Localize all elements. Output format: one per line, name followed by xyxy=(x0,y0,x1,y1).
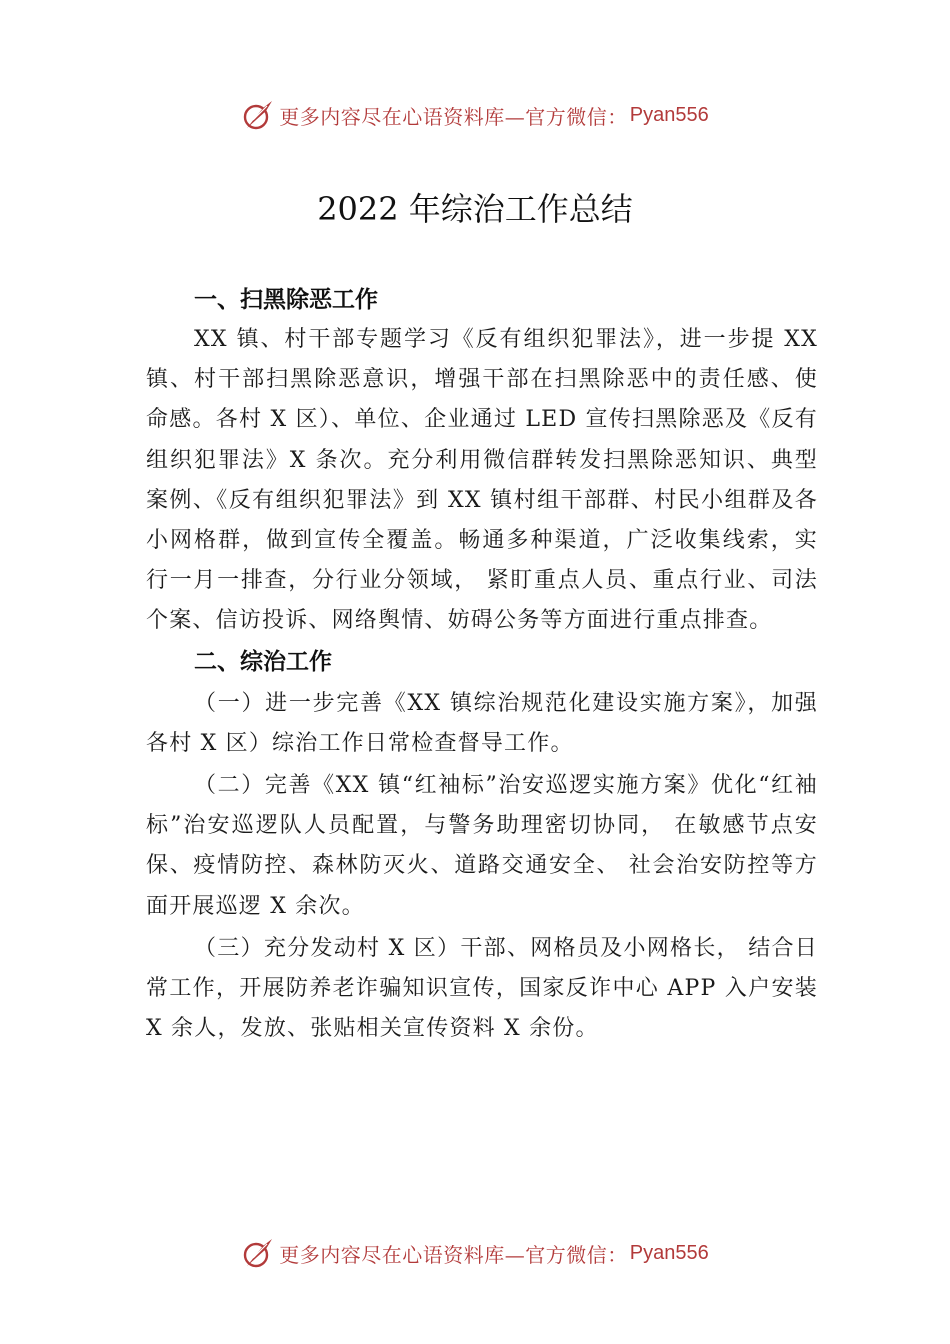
document-title: 2022 年综治工作总结 xyxy=(317,190,633,228)
quill-pen-logo-icon xyxy=(241,98,275,132)
section-2-paragraph-1: （一）进一步完善《XX 镇综治规范化建设实施方案》，加强各村 X 区）综治工作日常检查督导工作。 xyxy=(146,690,818,756)
section-1-paragraph-1: XX 镇、村干部专题学习《反有组织犯罪法》，进一步提 XX 镇、村干部扫黑除恶意识，增强干部在扫黑除恶中的责任感、使命感。各村 X 区）、单位、企业通过 LED 宣传扫黑除恶及《反有组织犯罪法》X 条次。充分利用微信群转发扫黑除恶知识、典型案例、《反有组织犯罪法》到 XX 镇村组干部群、村民小组群及各小网格群，做到宣传全覆盖。畅通多种渠道，广泛收集线索，实行一月一排查，分行业分领域， 紧盯重点人员、重点行业、司法个案、信访投诉、网络舆情、妨碍公务等方面进行重点排查。 xyxy=(146,327,818,634)
footer-watermark xyxy=(0,1233,950,1273)
section-heading-2: 二、综治工作 xyxy=(194,648,332,675)
section-2-paragraph-2: （二）完善《XX 镇“红袖标”治安巡逻实施方案》优化“红袖标”治安巡逻队人员配置，与警务助理密切协同， 在敏感节点安保、疫情防控、森林防灭火、道路交通安全、 社会治安防控等方面开展巡逻 X 余次。 xyxy=(146,773,818,919)
section-heading-1: 一、扫黑除恶工作 xyxy=(194,287,378,313)
watermark-wechat-id: Pyan556 xyxy=(629,1241,709,1264)
section-2-paragraph-3: （三）充分发动村 X 区）干部、网格员及小网格长， 结合日常工作，开展防养老诈骗知识宣传，国家反诈中心 APP 入户安装 X 余人，发放、张贴相关宣传资料 X 余份。 xyxy=(146,935,818,1042)
document-body xyxy=(146,280,818,1049)
header-watermark xyxy=(0,95,950,135)
watermark-wechat-id: Pyan556 xyxy=(629,103,709,126)
watermark-text: 更多内容尽在心语资料库—官方微信： xyxy=(279,104,628,129)
quill-pen-logo-icon xyxy=(241,1236,275,1270)
watermark-text: 更多内容尽在心语资料库—官方微信： xyxy=(279,1242,628,1267)
